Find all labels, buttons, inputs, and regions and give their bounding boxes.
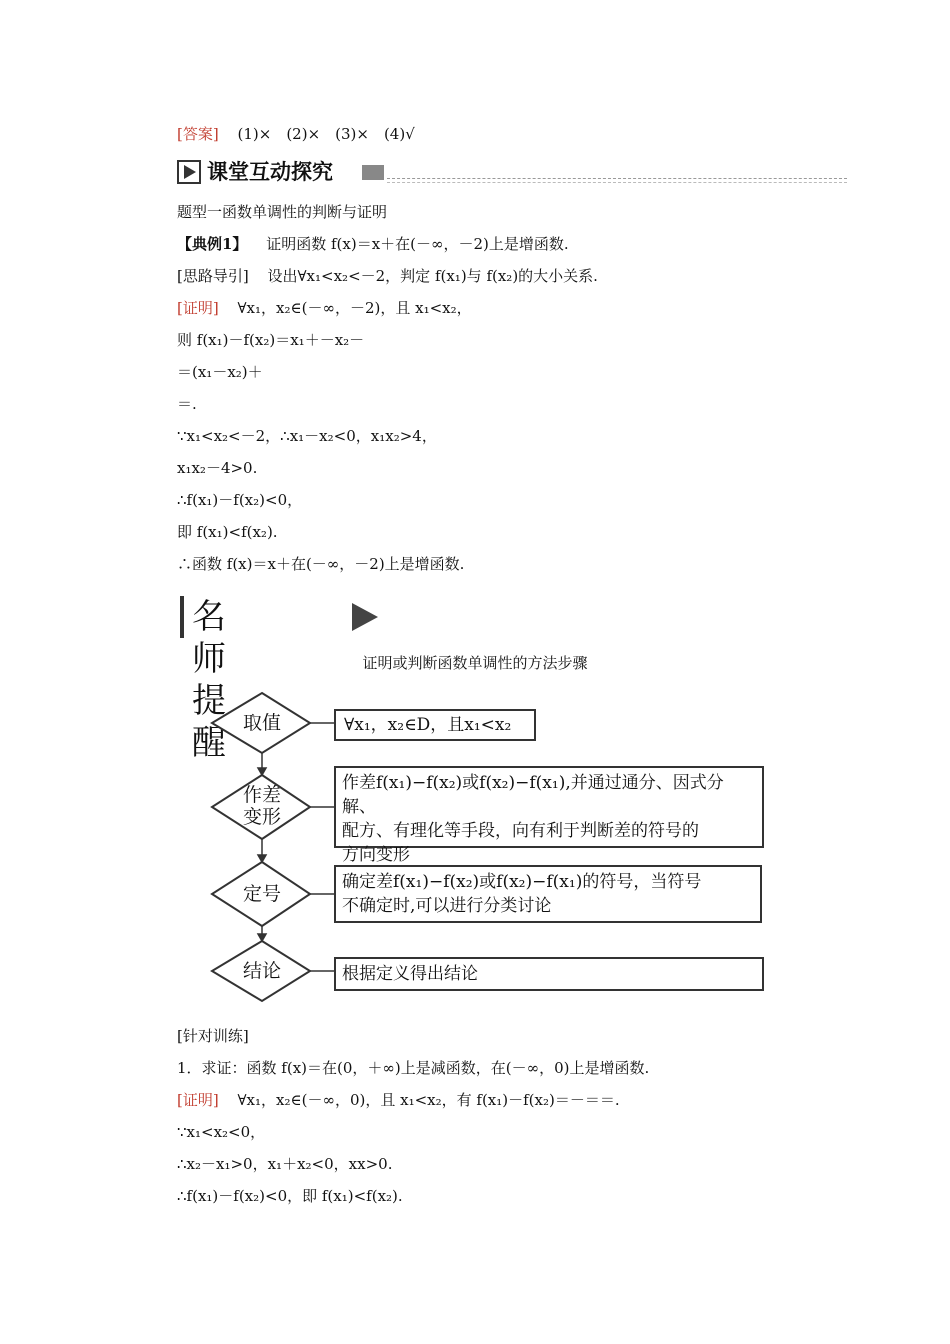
flow-desc-3 xyxy=(334,865,762,923)
flow-desc-3-line2: 不确定时,可以进行分类讨论 xyxy=(342,896,552,916)
proof-line: ＝(x₁－x₂)＋ xyxy=(177,363,263,381)
hint-text: 设出∀x₁<x₂<－2，判定 f(x₁)与 f(x₂)的大小关系. xyxy=(267,267,598,285)
flow-step-2-line2: 变形 xyxy=(242,806,281,828)
example-text: 证明函数 f(x)＝x＋在(－∞，－2)上是增函数. xyxy=(266,235,569,253)
proof-line: 即 f(x₁)<f(x₂). xyxy=(177,523,278,541)
proof-first: ∀x₁，x₂∈(－∞，－2)，且 x₁<x₂， xyxy=(237,299,472,317)
proof-line: 则 f(x₁)－f(x₂)＝x₁＋－x₂－ xyxy=(177,331,365,349)
arrow-head-3 xyxy=(258,934,266,941)
proof-tag: [证明] xyxy=(177,299,219,317)
tip-title: 名师提醒 xyxy=(192,597,228,763)
answer-tag: [答案] xyxy=(177,125,219,143)
flow-desc-3-line1: 确定差f(x₁)−f(x₂)或f(x₂)−f(x₁)的符号，当符号 xyxy=(342,872,702,892)
practice-proof-line: ∵x₁<x₂<0， xyxy=(177,1123,266,1141)
practice-proof-first-line xyxy=(177,1090,620,1110)
flow-step-2 xyxy=(222,784,302,828)
proof-line: ＝. xyxy=(177,395,197,413)
practice-tag: [针对训练] xyxy=(177,1027,249,1045)
flow-desc-2-line3: 方向变形 xyxy=(342,845,410,865)
proof-line: ∴f(x₁)－f(x₂)<0， xyxy=(177,491,303,509)
flow-title: 证明或判断函数单调性的方法步骤 xyxy=(362,654,588,672)
practice-proof-first: ∀x₁，x₂∈(－∞，0)，且 x₁<x₂，有 f(x₁)－f(x₂)＝－＝＝. xyxy=(237,1091,620,1109)
topic-heading: 题型一函数单调性的判断与证明 xyxy=(177,203,388,221)
answer-text: (1)× (2)× (3)× (4)√ xyxy=(237,125,415,143)
flow-desc-1: ∀x₁，x₂∈D，且x₁<x₂ xyxy=(334,709,536,741)
proof-line: ∴函数 f(x)＝x＋在(－∞，－2)上是增函数. xyxy=(177,555,465,573)
hint-tag: [思路导引] xyxy=(177,267,249,285)
proof-line: ∵x₁<x₂<－2，∴x₁－x₂<0，x₁x₂>4， xyxy=(177,427,437,445)
proof-line: x₁x₂－4>0. xyxy=(177,459,258,477)
flow-desc-4: 根据定义得出结论 xyxy=(334,957,764,991)
flow-step-2-line1: 作差 xyxy=(242,784,281,806)
practice-proof-tag: [证明] xyxy=(177,1091,219,1109)
flow-step-4: 结论 xyxy=(242,960,281,982)
arrow-head-1 xyxy=(258,768,266,775)
flow-desc-2 xyxy=(334,766,764,865)
flow-desc-2-line2: 配方、有理化等手段，向有利于判断差的符号的 xyxy=(342,821,699,841)
practice-proof-line: ∴f(x₁)－f(x₂)<0，即 f(x₁)<f(x₂). xyxy=(177,1187,403,1205)
practice-q1: 1．求证：函数 f(x)＝在(0，＋∞)上是减函数，在(－∞，0)上是增函数. xyxy=(177,1059,650,1077)
flow-desc-2-line1: 作差f(x₁)−f(x₂)或f(x₂)−f(x₁),并通过通分、因式分解、 xyxy=(342,773,724,817)
practice-proof-line: ∴x₂－x₁>0，x₁＋x₂<0，xx>0. xyxy=(177,1155,393,1173)
section-title: 课堂互动探究 xyxy=(207,160,333,184)
flow-step-3: 定号 xyxy=(242,883,281,905)
flow-step-1: 取值 xyxy=(242,712,281,734)
example-tag: 【典例1】 xyxy=(177,235,248,253)
arrow-head-2 xyxy=(258,855,266,862)
